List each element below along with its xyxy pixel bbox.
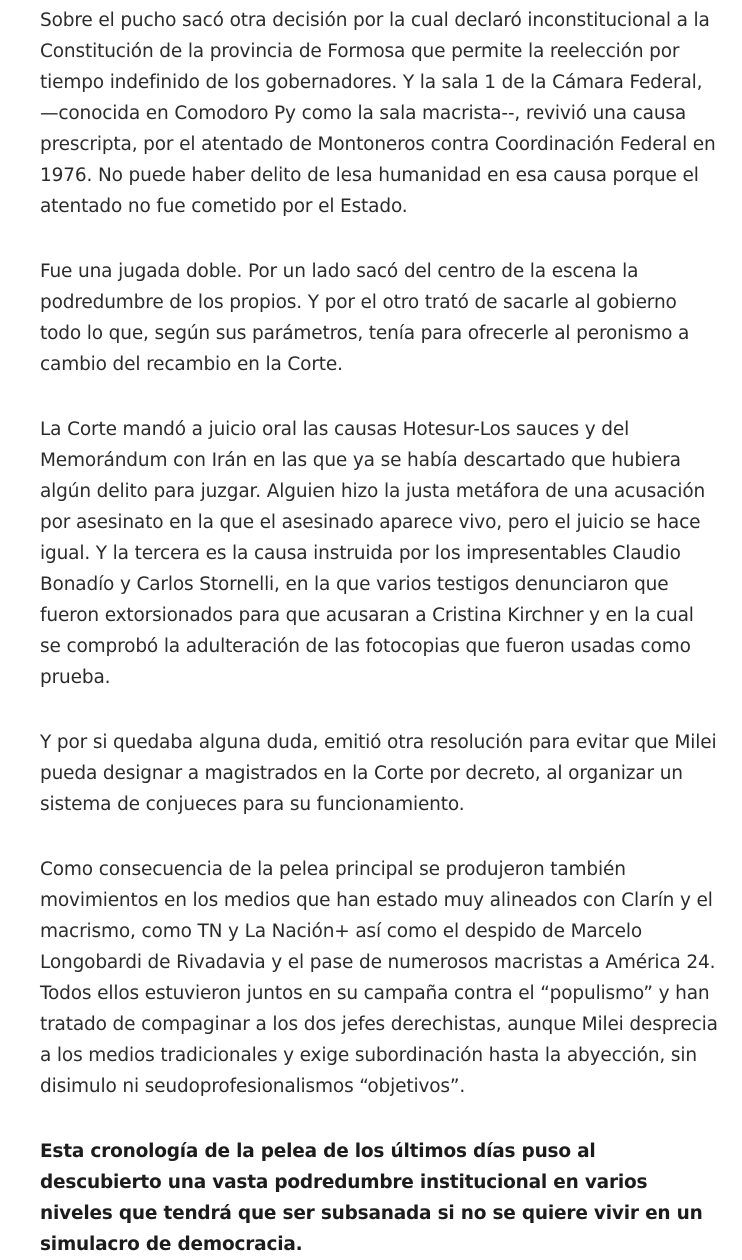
paragraph-oral-trial-cases: La Corte mandó a juicio oral las causas Hotesur-Los sauces y del Memorándum con Irán en las que ya se había descartado que hubiera algún delito para juzgar. Alguien hizo la justa metáfora de una acusación por asesinato en la que el asesinado aparece vivo, pero el juicio se hace igual. Y la tercera es la causa instruida por los impresentables Claudio Bonadío y Carlos Stornelli, en la que varios testigos denunciaron que fueron extorsionados para que acusaran a Cristina Kirchner y en la cual se comprobó la adulteración de las fotocopias que fueron usadas como prueba. <box>40 419 706 688</box>
paragraph-double-play: Fue una jugada doble. Por un lado sacó del centro de la escena la podredumbre de los propios. Y por el otro trató de sacarle al gobierno todo lo que, según sus parámetros, tenía para ofrecerle al peronismo a cambio del recambio en la Corte. <box>40 261 690 375</box>
paragraph-conjueces-resolution: Y por si quedaba alguna duda, emitió otra resolución para evitar que Milei pueda designar a magistrados en la Corte por decreto, al organizar un sistema de conjueces para su funcionamiento. <box>40 732 717 815</box>
paragraph-formosa-reelection: Sobre el pucho sacó otra decisión por la cual declaró inconstitucional a la Constitución de la provincia de Formosa que permite la reelección por tiempo indefinido de los gobernadores. Y la sala 1 de la Cámara Federal, —conocida en Comodoro Py como la sala macrista--, revivió una causa prescripta, por el atentado de Montoneros contra Coordinación Federal en 1976. No puede haber delito de lesa humanidad en esa causa porque el atentado no fue cometido por el Estado. <box>40 10 716 217</box>
paragraph-media-movements: Como consecuencia de la pelea principal se produjeron también movimientos en los medios que han estado muy alineados con Clarín y el macrismo, como TN y La Nación+ así como el despido de Marcelo Longobardi de Rivadavia y el pase de numerosos macristas a América 24. Todos ellos estuvieron juntos en su campaña contra el “populismo” y han tratado de compaginar a los dos jefes derechistas, aunque Milei desprecia a los medios tradicionales y exige subordinación hasta la abyección, sin disimulo ni seudoprofesionalismos “objetivos”. <box>40 859 718 1097</box>
paragraph-conclusion: Esta cronología de la pelea de los últimos días puso al descubierto una vasta podredumbre institucional en varios niveles que tendrá que ser subsanada si no se quiere vivir en un simulacro de democracia. <box>40 1141 703 1255</box>
